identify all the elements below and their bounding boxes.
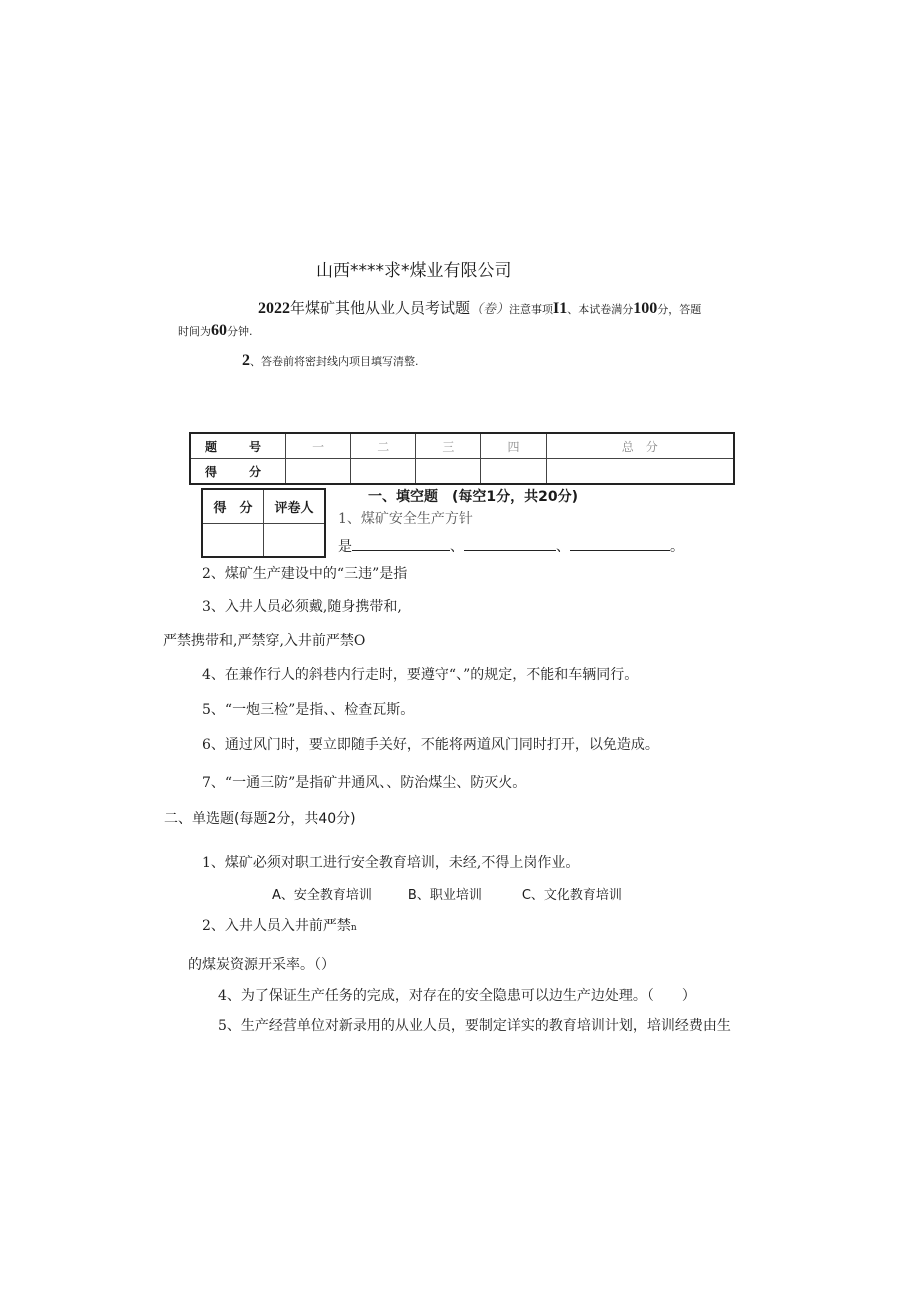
section2-q1-options bbox=[272, 884, 622, 903]
notice-item2 bbox=[242, 352, 419, 370]
option-a[interactable]: A、安全教育培训 bbox=[272, 888, 372, 903]
section1-q5: 5、“一炮三检”是指、、检查瓦斯。 bbox=[202, 702, 415, 718]
section2-q2-text: 2、入井人员入井前严禁 bbox=[202, 918, 351, 934]
full-score: 100 bbox=[633, 300, 658, 317]
score-cell-1[interactable] bbox=[286, 459, 351, 485]
time-label: 时间为 bbox=[178, 325, 211, 338]
q1-sep: 、 bbox=[556, 539, 570, 555]
section2-q2-mark: n bbox=[350, 923, 357, 933]
section1-title: 一、填空题 (每空1分，共20分) bbox=[368, 489, 579, 505]
option-b[interactable]: B、职业培训 bbox=[407, 888, 482, 903]
company-name: 山西****求*煤业有限公司 bbox=[316, 261, 512, 281]
notice-item1-text-b: 分，答题 bbox=[657, 303, 702, 316]
section1-q3: 3、入井人员必须戴,随身携带和, bbox=[202, 599, 402, 615]
section1-q2: 2、煤矿生产建设中的“三违”是指 bbox=[202, 566, 408, 582]
q1-sep: 、 bbox=[450, 539, 464, 555]
score-header-4: 四 bbox=[481, 433, 546, 459]
section2-q2 bbox=[202, 915, 357, 935]
exam-title-line bbox=[258, 297, 701, 318]
score-cell-3[interactable] bbox=[416, 459, 481, 485]
section1-q1-answers bbox=[338, 536, 684, 556]
exam-time-line bbox=[178, 322, 253, 340]
grader-score-label: 得 分 bbox=[202, 489, 264, 524]
section1-q1: 1、煤矿安全生产方针 bbox=[338, 511, 473, 527]
score-header-2: 二 bbox=[351, 433, 416, 459]
notice-label: 注意事项 bbox=[509, 303, 554, 316]
option-c[interactable]: C、文化教育培训 bbox=[521, 888, 622, 903]
notice-item2-text: 、答卷前将密封线内项目填写清整. bbox=[250, 355, 419, 368]
time-minutes: 60 bbox=[211, 322, 227, 339]
notice-item1-num: I1 bbox=[553, 300, 568, 317]
section2-q5: 5、生产经营单位对新录用的从业人员，要制定详实的教育培训计划，培训经费由生 bbox=[218, 1018, 731, 1034]
score-header-total: 总 分 bbox=[546, 433, 734, 459]
grader-name-label: 评卷人 bbox=[264, 489, 326, 524]
answer-blank[interactable] bbox=[464, 536, 556, 551]
notice-item2-num: 2 bbox=[242, 352, 250, 369]
section1-q7: 7、“一通三防”是指矿井通风、、防治煤尘、防灭火。 bbox=[202, 775, 527, 791]
section1-q4: 4、在兼作行人的斜巷内行走时，要遵守“、”的规定，不能和车辆同行。 bbox=[202, 667, 639, 683]
section1-q6: 6、通过风门时，要立即随手关好，不能将两道风门同时打开，以免造成。 bbox=[202, 737, 659, 753]
q1-prefix: 是 bbox=[338, 539, 352, 555]
answer-blank[interactable] bbox=[570, 536, 670, 551]
grader-score-cell[interactable] bbox=[202, 524, 264, 558]
time-unit: 分钟. bbox=[227, 325, 253, 338]
score-header-label: 题 号 bbox=[190, 433, 286, 459]
q1-end: 。 bbox=[670, 539, 684, 555]
score-table bbox=[189, 432, 735, 485]
section2-title: 二、单选题(每题2分，共40分) bbox=[164, 811, 356, 827]
score-cell-2[interactable] bbox=[351, 459, 416, 485]
section1-q3-cont: 严禁携带和,严禁穿,入井前严禁O bbox=[163, 633, 366, 649]
section2-q4: 4、为了保证生产任务的完成，对存在的安全隐患可以边生产边处理。（ ） bbox=[218, 988, 696, 1004]
grader-table bbox=[201, 488, 326, 558]
grader-name-cell[interactable] bbox=[264, 524, 326, 558]
section2-q1: 1、煤矿必须对职工进行安全教育培训，未经,不得上岗作业。 bbox=[202, 855, 580, 871]
score-cell-total[interactable] bbox=[546, 459, 734, 485]
score-header-3: 三 bbox=[416, 433, 481, 459]
section2-line-coal: 的煤炭资源开采率。（） bbox=[188, 957, 335, 973]
notice-item1-text: 、本试卷满分 bbox=[567, 303, 634, 316]
answer-blank[interactable] bbox=[352, 536, 450, 551]
score-cell-4[interactable] bbox=[481, 459, 546, 485]
exam-juan: （卷） bbox=[470, 302, 510, 317]
exam-title: 年煤矿其他从业人员考试题 bbox=[290, 299, 471, 317]
score-header-1: 一 bbox=[286, 433, 351, 459]
score-row-label: 得 分 bbox=[190, 459, 286, 485]
exam-year: 2022 bbox=[258, 300, 290, 317]
